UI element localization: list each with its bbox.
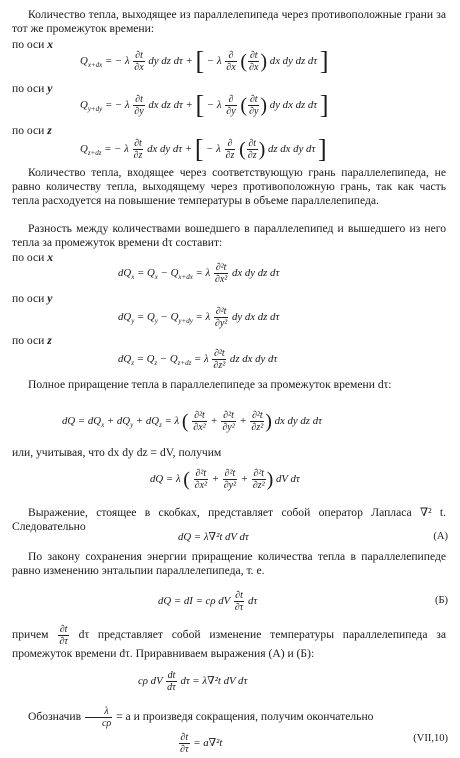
- equation-tag-vii-10: (VII,10): [413, 733, 448, 744]
- paragraph-temperature-change: [12, 624, 446, 661]
- equation-qz-dz: $Q_{z+dz}$ = − λ $\frac{\partial t}{\partial z}$ dx dy dτ + [ − λ $\frac{\partial}{\partial z}$ ( $\frac{\partial t}{\partial z}$ ) dz dx dy dτ ]: [80, 134, 327, 164]
- equation-dqy: $dQ_y = Q_y - Q_{y+dy} = \lambda$ $\frac{\text{∂²t}}{\text{∂y²}}$ dy dx dz dτ: [118, 306, 280, 329]
- equation-dqx: $dQ_x = Q_x - Q_{x+dx} = \lambda$ $\frac{\text{∂²t}}{\text{∂x²}}$ dx dy dz dτ: [118, 262, 280, 285]
- equation-vii-10: $\frac{\partial t}{\partial\tau}$ = a∇²t: [180, 732, 223, 755]
- axis-z-label-2: по оси z: [12, 334, 52, 347]
- equation-qy-dy: $Q_{y+dy}$ = − λ $\frac{\partial t}{\partial y}$ dx dz dτ + [ − λ $\frac{\partial}{\partial y}$ ( $\frac{\partial t}{\partial y}$ ) dy dx dz dτ ]: [80, 90, 329, 120]
- paragraph-heat-out: Количество тепла, выходящее из параллелепипеда через противоположные грани за тот же промежуток времени:: [12, 8, 446, 35]
- axis-z-label-1: по оси z: [12, 124, 52, 137]
- equation-b: dQ = dI = cρ dV $\frac{\partial t}{\partial\tau}$ dτ: [158, 590, 258, 613]
- equation-tag-a: (А): [433, 531, 448, 542]
- text-temperature-change: dτ представляет собой изменение температуры параллелепипеда за промежуток времени dτ. Приравниваем выражения (А) и (Б):: [12, 628, 446, 660]
- paragraph-dv: или, учитывая, что dx dy dz = dV, получим: [12, 446, 222, 459]
- paragraph-difference: Разность между количествами вошедшего в параллелепипед и вышедшего из него тепла за промежуток времени dτ составит:: [12, 222, 446, 249]
- text-oboznachiv: Обозначив: [28, 710, 82, 724]
- axis-x-label-2: по оси x: [12, 251, 54, 264]
- axis-x-label-1: по оси x: [12, 38, 54, 51]
- text-prichem: причем: [12, 628, 49, 642]
- equation-a: dQ = λ∇²t dV dτ: [178, 531, 249, 543]
- paragraph-laplace: Выражение, стоящее в скобках, представляет собой оператор Лапласа ∇² t. Следовательно: [12, 506, 446, 533]
- equation-dqz: $dQ_z = Q_z - Q_{z+dz} = \lambda$ $\frac{\text{∂²t}}{\text{∂z²}}$ dz dx dy dτ: [118, 348, 278, 371]
- text-final-tail: = a и произведя сокращения, получим окончательно: [116, 710, 374, 724]
- paragraph-energy-conservation: По закону сохранения энергии приращение количества тепла в параллелепипеде равно изменению энтальпии параллелепипеда, т. е.: [12, 550, 446, 577]
- equation-total-dq: dQ = $dQ_x + dQ_y + dQ_z = \lambda$ ( $\frac{\text{∂²t}}{\text{∂x²}}$ + $\frac{\text{∂²t}}{\text{∂y²}}$ + $\frac{\text{∂²t}}{\text{∂z²}}$ ) dx dy dz dτ: [62, 410, 322, 433]
- fraction-dt-dtau: $\frac{\partial t}{\partial\tau}$: [59, 624, 68, 647]
- fraction-lambda-crho: $\frac{\lambda}{c\rho}$: [85, 706, 112, 729]
- paragraph-final: [12, 706, 446, 729]
- equation-qx-dx: $Q_{x+dx}$ = − λ $\frac{\partial t}{\partial x}$ dy dz dτ + [ − λ $\frac{\partial}{\partial x}$ ( $\frac{\partial t}{\partial x}$ ) dx dy dz dτ ]: [80, 46, 329, 76]
- paragraph-total-increment: Полное приращение тепла в параллелепипеде за промежуток времени dτ:: [28, 378, 392, 391]
- equation-dq-dv: dQ = λ ( $\frac{\text{∂²t}}{\text{∂x²}}$ + $\frac{\text{∂²t}}{\text{∂y²}}$ + $\frac{\text{∂²t}}{\text{∂z²}}$ ) dV dτ: [150, 468, 300, 491]
- paragraph-heat-in: Количество тепла, входящее через соответствующую грань параллелепипеда, не равно количеству тепла, выходящему через противоположную грань, так как часть тепла расходуется на повышение температуры в объеме параллелепипеда.: [12, 166, 446, 207]
- axis-y-label-2: по оси y: [12, 292, 53, 305]
- axis-y-label-1: по оси y: [12, 82, 53, 95]
- equation-tag-b: (Б): [434, 595, 448, 606]
- equation-a-equals-b: cρ dV $\frac{dt}{d\tau}$ dτ = λ∇²t dV dτ: [138, 670, 248, 693]
